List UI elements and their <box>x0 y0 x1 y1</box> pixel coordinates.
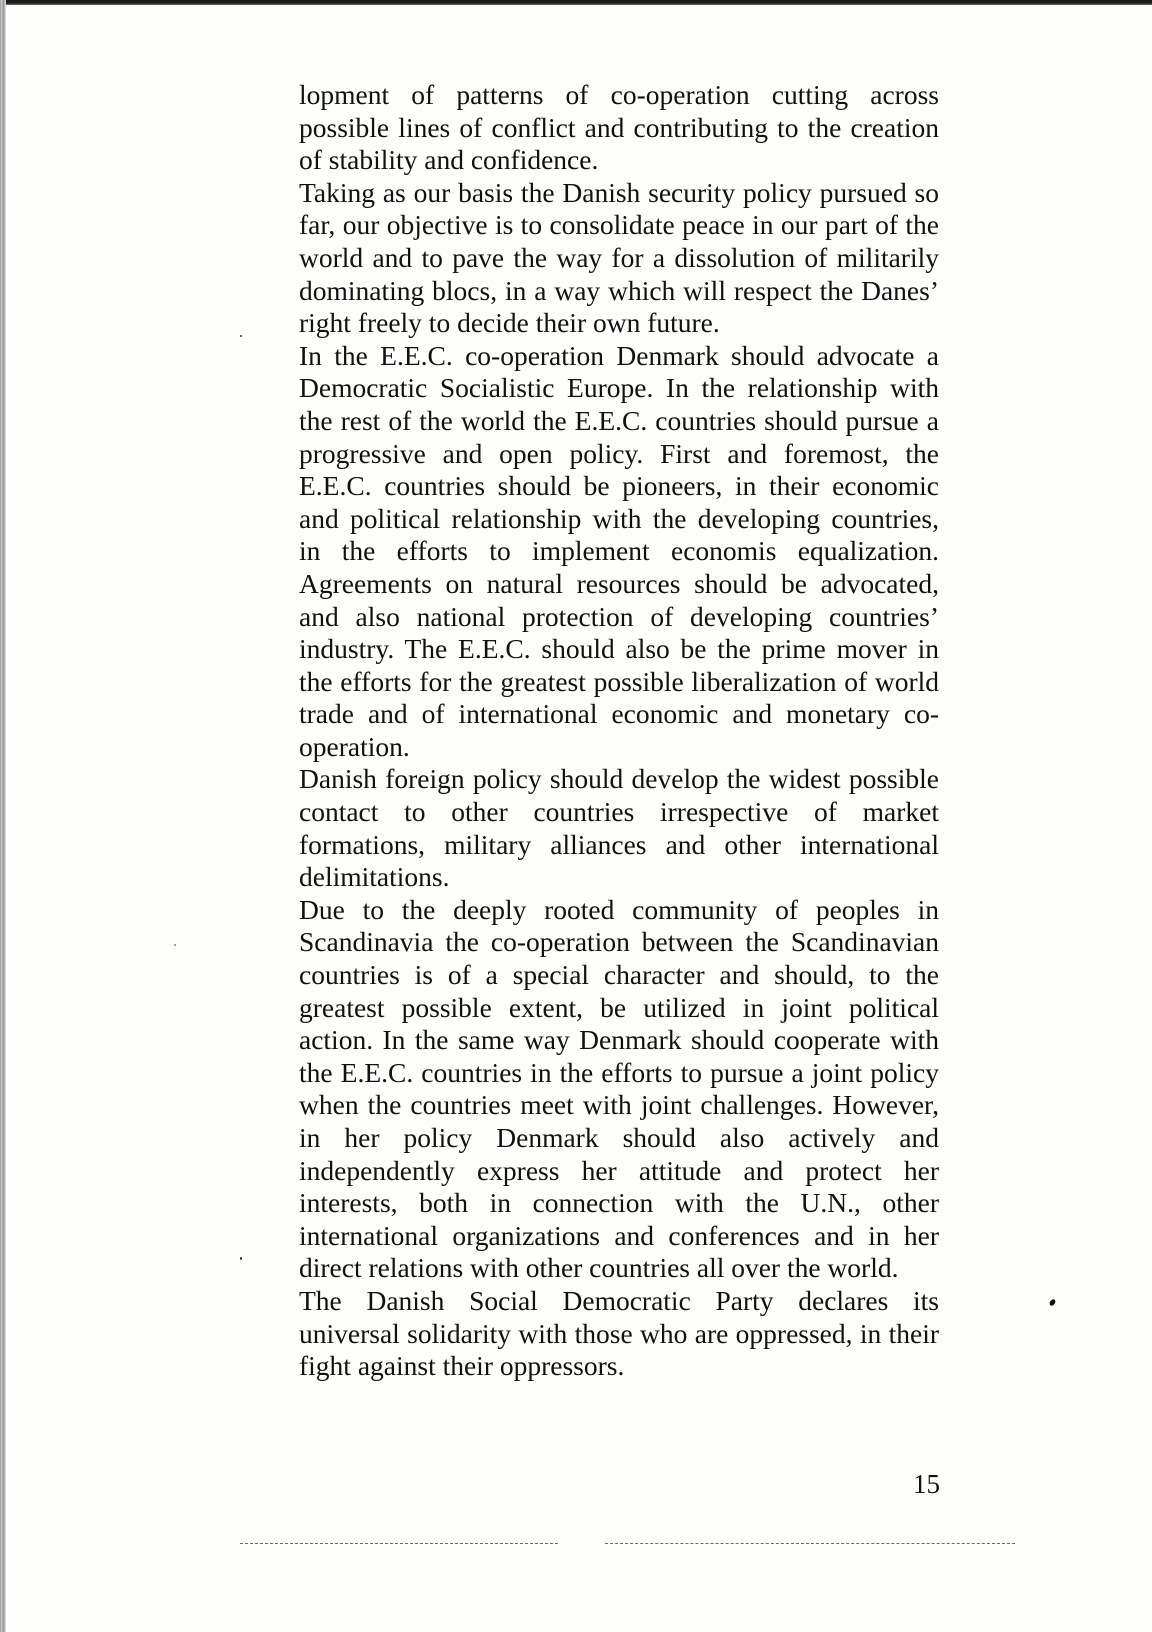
paragraph-scandinavian-cooperation: Due to the deeply rooted community of peoples in Scandinavia the co-operation between the Scandinavian countries is of a special character and should, to the greatest possible extent, be utilized in joint political action. In the same way Denmark should cooperate with the E.E.C. countries in the efforts to pursue a joint policy when the countries meet with joint challenges. However, in her policy Denmark should also actively and independently express her attitude and protect her interests, both in connection with the U.N., other international organizations and conferences and in her direct relations with other countries all over the world. <box>299 893 939 1284</box>
paragraph-security-policy: Taking as our basis the Danish security policy pursued so far, our objective is to consolidate peace in our part of the world and to pave the way for a dissolution of militarily dominating blocs, in a way which will respect the Danes’ right freely to decide their own future. <box>299 176 939 339</box>
page-top-edge <box>0 0 1152 5</box>
ink-speck <box>240 335 242 337</box>
page-left-edge <box>0 0 6 1632</box>
paragraph-foreign-policy: Danish foreign policy should develop the widest possible contact to other countries irrespective of market formations, military alliances and other international delimitations. <box>299 763 939 893</box>
ink-speck <box>1048 1298 1056 1307</box>
paragraph-continuation: lopment of patterns of co-operation cutting across possible lines of conflict and contributing to the creation of stability and confidence. <box>299 79 939 176</box>
page-number: 15 <box>913 1469 940 1499</box>
ink-speck <box>240 1257 242 1260</box>
footer-rule-right <box>605 1543 1015 1544</box>
paragraph-eec-cooperation: In the E.E.C. co-operation Denmark should advocate a Democratic Socialistic Europe. In the relationship with the rest of the world the E.E.C. countries should pursue a progressive and open policy. First and foremost, the E.E.C. countries should be pioneers, in their economic and political relationship with the developing countries, in the efforts to implement economis equalization. Agreements on natural resources should be advocated, and also national protection of developing countries’ industry. The E.E.C. should also be the prime mover in the efforts for the greatest possible liberalization of world trade and of international economic and monetary co-operation. <box>299 339 939 762</box>
paragraph-solidarity: The Danish Social Democratic Party declares its universal solidarity with those who are oppressed, in their fight against their oppressors. <box>299 1284 939 1382</box>
body-text <box>299 79 939 1383</box>
footer-rule-left <box>240 1543 558 1544</box>
ink-speck <box>174 944 176 946</box>
